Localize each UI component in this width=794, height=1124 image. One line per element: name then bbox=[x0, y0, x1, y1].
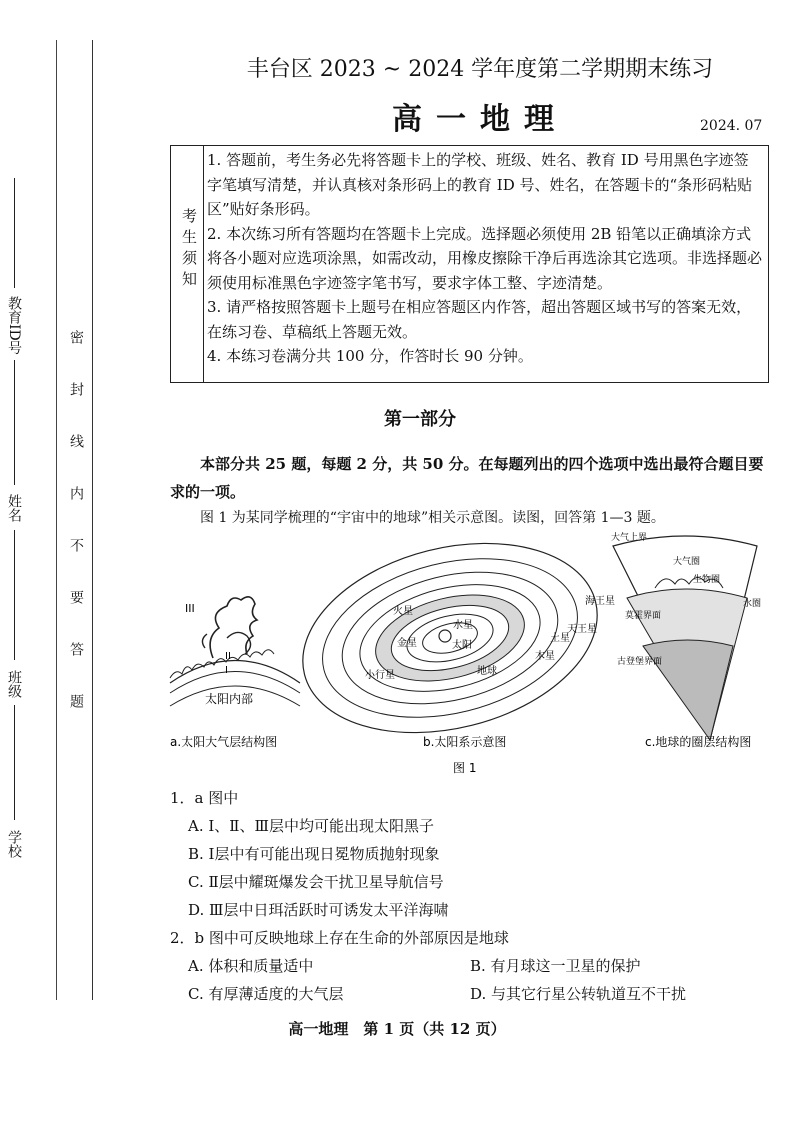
figure-c-earth-spheres bbox=[611, 531, 761, 749]
label-sun: 太阳 bbox=[452, 640, 472, 651]
label-sun-interior: 太阳内部 bbox=[205, 692, 254, 706]
notice-label-cell bbox=[171, 146, 204, 382]
figure-1 bbox=[165, 528, 777, 778]
label-mars: 火星 bbox=[393, 606, 413, 617]
figure-instruction: 图 1 为某同学梳理的“宇宙中的地球”相关示意图。读图，回答第 1—3 题。 bbox=[200, 510, 665, 526]
class-blank bbox=[14, 530, 15, 660]
label-layer-iii: III bbox=[185, 602, 195, 615]
notice-body bbox=[207, 148, 762, 369]
exam-date: 2024. 07 bbox=[700, 118, 763, 134]
binding-line-inner bbox=[92, 40, 93, 1000]
label-gutenberg: 古登堡界面 bbox=[617, 657, 663, 667]
label-earth: 地球 bbox=[477, 666, 497, 677]
school-blank bbox=[14, 705, 15, 820]
caption-b: b.太阳系示意图 bbox=[423, 735, 507, 749]
education-id-label: 教育ID号 bbox=[6, 296, 22, 355]
notice-item: 4. 本练习卷满分共 100 分，作答时长 90 分钟。 bbox=[207, 347, 533, 365]
label-hydrosphere: 水圈 bbox=[743, 599, 762, 609]
figure-a-sun-atmosphere bbox=[170, 597, 300, 749]
part-title: 第一部分 bbox=[384, 409, 456, 430]
class-label: 班级 bbox=[6, 670, 22, 698]
binding-line-outer bbox=[56, 40, 57, 1000]
label-layer-i: I bbox=[225, 665, 228, 676]
subject-title: 高一地理 bbox=[392, 102, 568, 137]
label-saturn: 土星 bbox=[550, 633, 570, 644]
label-layer-ii: II bbox=[225, 651, 231, 662]
label-moho: 莫霍界面 bbox=[625, 611, 662, 621]
name-label: 姓名 bbox=[6, 494, 22, 522]
part-intro bbox=[170, 450, 770, 506]
question-1-option-b: B. Ⅰ层中有可能出现日冕物质抛射现象 bbox=[188, 845, 440, 863]
candidate-notice bbox=[170, 145, 769, 383]
notice-item: 1. 答题前，考生务必先将答题卡上的学校、班级、姓名、教育 ID 号用黑色字迹签字笔填写清楚，并认真核对条形码上的教育 ID 号、姓名，在答题卡的“条形码粘贴区”贴好条形码。 bbox=[207, 151, 753, 218]
label-neptune: 海王星 bbox=[585, 596, 615, 607]
question-2-option-d: D. 与其它行星公转轨道互不干扰 bbox=[470, 985, 687, 1003]
school-label: 学校 bbox=[6, 830, 22, 858]
question-2-stem: 2．b 图中可反映地球上存在生命的外部原因是地球 bbox=[170, 929, 509, 947]
question-1-option-c: C. Ⅱ层中耀斑爆发会干扰卫星导航信号 bbox=[188, 873, 444, 891]
notice-item: 3. 请严格按照答题卡上题号在相应答题区内作答，超出答题区域书写的答案无效，在练习卷、草稿纸上答题无效。 bbox=[207, 298, 752, 341]
exam-title: 丰台区 2023 ~ 2024 学年度第二学期期末练习 bbox=[246, 57, 714, 82]
caption-a: a.太阳大气层结构图 bbox=[170, 735, 278, 749]
label-jupiter: 木星 bbox=[535, 651, 555, 662]
notice-label: 考生须知 bbox=[180, 208, 198, 292]
sun-icon bbox=[439, 630, 451, 642]
label-uranus: 天王星 bbox=[567, 624, 597, 635]
label-asteroid: 小行星 bbox=[365, 670, 395, 681]
figure-b-solar-system bbox=[283, 528, 618, 762]
seal-line-warning: 密封线内不要答题 bbox=[68, 330, 84, 746]
part-intro-text: 本部分共 25 题，每题 2 分，共 50 分。在每题列出的四个选项中选出最符合题目要求的一项。 bbox=[170, 455, 764, 501]
question-2-option-a: A. 体积和质量适中 bbox=[188, 957, 314, 975]
question-1-option-d: D. Ⅲ层中日珥活跃时可诱发太平洋海啸 bbox=[188, 901, 449, 919]
name-blank bbox=[14, 360, 15, 485]
label-atmosphere: 大气圈 bbox=[673, 557, 701, 567]
question-2-option-c: C. 有厚薄适度的大气层 bbox=[188, 985, 344, 1003]
education-id-blank bbox=[14, 178, 15, 288]
question-2-option-b: B. 有月球这一卫星的保护 bbox=[470, 957, 641, 975]
notice-item: 2. 本次练习所有答题均在答题卡上完成。选择题必须使用 2B 铅笔以正确填涂方式将各小题对应选项涂黑，如需改动，用橡皮擦除干净后再选涂其它选项。非选择题必须使用标准黑色字迹签字笔书写，要求字体工整、字迹清楚。 bbox=[207, 224, 763, 292]
label-biosphere: 生物圈 bbox=[693, 575, 721, 585]
question-1-option-a: A. Ⅰ、Ⅱ、Ⅲ层中均可能出现太阳黑子 bbox=[188, 817, 434, 835]
caption-c: c.地球的圈层结构图 bbox=[645, 735, 752, 749]
label-venus: 金星 bbox=[397, 638, 417, 649]
label-mercury: 水星 bbox=[453, 620, 473, 631]
figure-title: 图 1 bbox=[453, 761, 477, 775]
question-1-stem: 1．a 图中 bbox=[170, 789, 239, 807]
page-footer: 高一地理 第 1 页（共 12 页） bbox=[288, 1020, 506, 1038]
label-atmosphere-top: 大气上界 bbox=[611, 533, 648, 543]
